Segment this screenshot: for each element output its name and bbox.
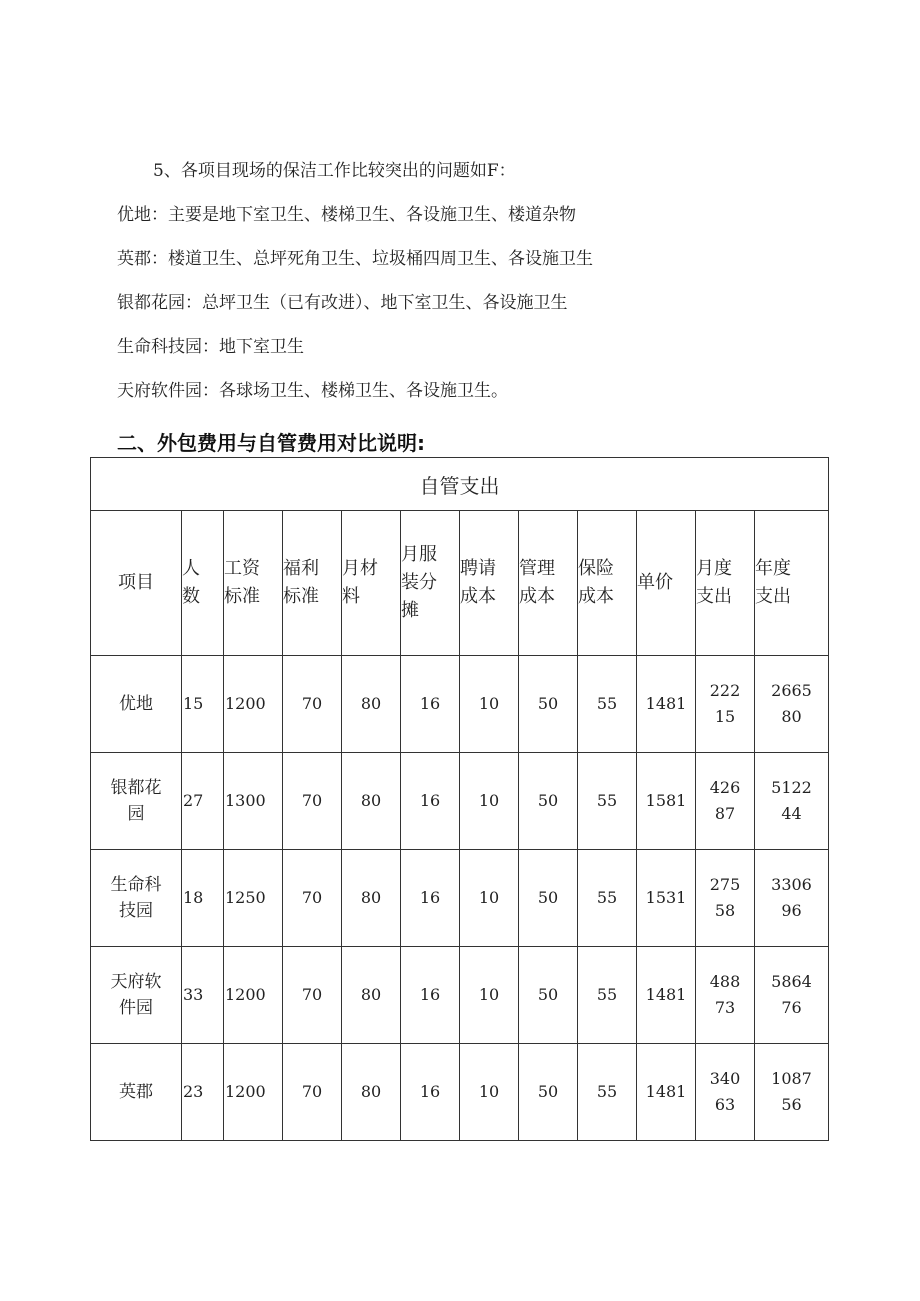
header-unit-price: 单价	[637, 511, 696, 656]
cell-project: 银都花园	[91, 753, 182, 850]
cell-material: 80	[342, 753, 401, 850]
cell-salary: 1200	[224, 947, 283, 1044]
table-row	[91, 656, 829, 753]
cell-unit-price: 1481	[637, 1044, 696, 1141]
cell-headcount: 15	[182, 656, 224, 753]
cell-management: 50	[519, 656, 578, 753]
cell-project: 英郡	[91, 1044, 182, 1141]
header-annual-expense: 年度支出	[755, 511, 829, 656]
table-row	[91, 753, 829, 850]
header-insurance-cost: 保险成本	[578, 511, 637, 656]
cell-annual: 266580	[755, 656, 829, 753]
header-management-cost: 管理成本	[519, 511, 578, 656]
header-headcount: 人数	[182, 511, 224, 656]
table-row	[91, 1044, 829, 1141]
cell-insurance: 55	[578, 1044, 637, 1141]
cell-uniform: 16	[401, 947, 460, 1044]
cell-annual: 512244	[755, 753, 829, 850]
paragraph-item-5: 5、各项目现场的保洁工作比较突出的问题如F：	[153, 161, 516, 181]
paragraph-life-science-park: 生命科技园：地下室卫生	[117, 337, 304, 357]
cell-material: 80	[342, 1044, 401, 1141]
cost-table	[90, 457, 829, 1141]
table-row	[91, 850, 829, 947]
cell-management: 50	[519, 1044, 578, 1141]
cell-hiring: 10	[460, 947, 519, 1044]
cell-material: 80	[342, 947, 401, 1044]
cell-monthly: 34063	[696, 1044, 755, 1141]
cell-salary: 1200	[224, 1044, 283, 1141]
cell-management: 50	[519, 753, 578, 850]
cell-uniform: 16	[401, 1044, 460, 1141]
cell-hiring: 10	[460, 1044, 519, 1141]
cell-headcount: 33	[182, 947, 224, 1044]
cell-uniform: 16	[401, 656, 460, 753]
cell-uniform: 16	[401, 850, 460, 947]
section-heading: 二、外包费用与自管费用对比说明:	[117, 431, 425, 455]
table-row	[91, 947, 829, 1044]
header-monthly-expense: 月度支出	[696, 511, 755, 656]
cell-insurance: 55	[578, 753, 637, 850]
cell-salary: 1300	[224, 753, 283, 850]
header-welfare-standard: 福利标准	[283, 511, 342, 656]
cell-insurance: 55	[578, 947, 637, 1044]
cell-welfare: 70	[283, 1044, 342, 1141]
paragraph-tianfu-software-park: 天府软件园：各球场卫生、楼梯卫生、各设施卫生。	[117, 381, 508, 401]
cell-unit-price: 1581	[637, 753, 696, 850]
cell-unit-price: 1531	[637, 850, 696, 947]
cell-material: 80	[342, 656, 401, 753]
header-monthly-material: 月材料	[342, 511, 401, 656]
cell-monthly: 42687	[696, 753, 755, 850]
cell-material: 80	[342, 850, 401, 947]
cell-annual: 586476	[755, 947, 829, 1044]
table-title: 自管支出	[91, 458, 829, 511]
header-hiring-cost: 聘请成本	[460, 511, 519, 656]
cell-hiring: 10	[460, 753, 519, 850]
cell-hiring: 10	[460, 656, 519, 753]
cell-headcount: 23	[182, 1044, 224, 1141]
cell-management: 50	[519, 947, 578, 1044]
cell-welfare: 70	[283, 656, 342, 753]
cell-headcount: 27	[182, 753, 224, 850]
cell-project: 生命科技园	[91, 850, 182, 947]
cell-welfare: 70	[283, 947, 342, 1044]
cell-welfare: 70	[283, 850, 342, 947]
cell-monthly: 27558	[696, 850, 755, 947]
cell-unit-price: 1481	[637, 947, 696, 1044]
cell-salary: 1200	[224, 656, 283, 753]
cell-project: 优地	[91, 656, 182, 753]
cell-insurance: 55	[578, 656, 637, 753]
cell-monthly: 48873	[696, 947, 755, 1044]
header-uniform-share: 月服装分摊	[401, 511, 460, 656]
cell-headcount: 18	[182, 850, 224, 947]
cell-salary: 1250	[224, 850, 283, 947]
cell-hiring: 10	[460, 850, 519, 947]
cell-unit-price: 1481	[637, 656, 696, 753]
paragraph-youdi: 优地：主要是地下室卫生、楼梯卫生、各设施卫生、楼道杂物	[117, 205, 576, 225]
paragraph-yindu-garden: 银都花园：总坪卫生（已有改进）、地下室卫生、各设施卫生	[117, 293, 568, 313]
header-salary-standard: 工资标准	[224, 511, 283, 656]
table-header-row	[91, 511, 829, 656]
cell-project: 天府软件园	[91, 947, 182, 1044]
cell-annual: 330696	[755, 850, 829, 947]
cell-management: 50	[519, 850, 578, 947]
cell-monthly: 22215	[696, 656, 755, 753]
paragraph-yingjun: 英郡：楼道卫生、总坪死角卫生、垃圾桶四周卫生、各设施卫生	[117, 249, 593, 269]
cell-annual: 108756	[755, 1044, 829, 1141]
cell-insurance: 55	[578, 850, 637, 947]
header-project: 项目	[91, 511, 182, 656]
cell-uniform: 16	[401, 753, 460, 850]
cell-welfare: 70	[283, 753, 342, 850]
